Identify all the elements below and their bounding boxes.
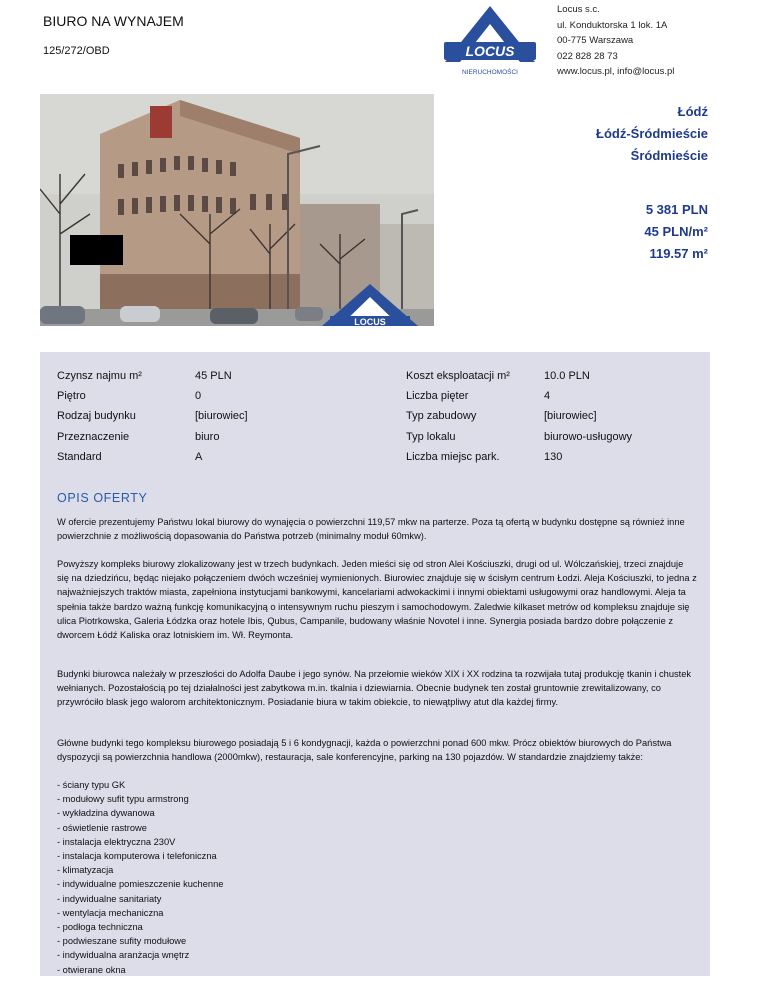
feature-item: - podłoga techniczna xyxy=(57,922,143,933)
feature-item: - otwierane okna xyxy=(57,964,126,975)
price-total: 5 381 PLN xyxy=(645,202,708,217)
area-m2: 119.57 m² xyxy=(649,246,708,261)
prop-value: 130 xyxy=(544,451,563,463)
agency-web-email: www.locus.pl, info@locus.pl xyxy=(557,66,675,77)
price-per-m2: 45 PLN/m² xyxy=(644,224,708,239)
prop-label: Przeznaczenie xyxy=(57,431,130,443)
logo-text: LOCUS xyxy=(465,43,515,59)
location-area: Śródmieście xyxy=(630,148,708,163)
description-paragraph: Budynki biurowca należały w przeszłości do Adolfa Daube i jego synów. Na przełomie wieków XIX i XX rodzina ta rozwijała tutaj produkcję tkanin i chustek wełnianych. Pozostałością po tej działalności jest zabytkowa m.in. tkalnia i dziewiarnia. Obecnie budynek ten został gruntownie zrewitalizowany, co przywróciło blask jego walorom architektonicznym. Posiadanie biura w takim obiekcie, to niewątpliwy atut dla każdej firmy. xyxy=(57,669,692,708)
prop-label: Standard xyxy=(57,451,102,463)
prop-value: 4 xyxy=(544,390,551,402)
features-list xyxy=(57,778,223,977)
listing-title: BIURO NA WYNAJEM xyxy=(43,13,184,29)
property-photo xyxy=(40,94,434,326)
agency-postal: 00-775 Warszawa xyxy=(557,35,634,46)
photo-watermark: LOCUS xyxy=(354,317,386,326)
prop-label: Liczba miejsc park. xyxy=(406,451,500,463)
feature-item: - klimatyzacja xyxy=(57,865,114,876)
agency-phone: 022 828 28 73 xyxy=(557,50,618,62)
feature-item: - wykładzina dywanowa xyxy=(57,808,155,819)
feature-item: - oświetlenie rastrowe xyxy=(57,822,147,833)
prop-label: Liczba pięter xyxy=(406,390,469,402)
prop-value: biurowo-usługowy xyxy=(544,431,633,443)
logo-subtext: NIERUCHOMOŚCI xyxy=(462,69,518,76)
locus-logo xyxy=(440,4,540,78)
prop-label: Koszt eksploatacji m² xyxy=(406,370,510,382)
feature-item: - indywidualna aranżacja wnętrz xyxy=(57,950,190,961)
feature-item: - instalacja elektryczna 230V xyxy=(57,836,176,847)
prop-label: Typ lokalu xyxy=(406,431,456,443)
prop-label: Rodzaj budynku xyxy=(57,410,136,422)
prop-value: biuro xyxy=(195,431,220,443)
prop-value: 45 PLN xyxy=(195,370,232,382)
agency-name: Locus s.c. xyxy=(557,4,600,15)
location-district: Łódź-Śródmieście xyxy=(596,126,708,141)
prop-value: [biurowiec] xyxy=(195,410,248,422)
description-title: OPIS OFERTY xyxy=(57,491,148,505)
feature-item: - modułowy sufit typu armstrong xyxy=(57,794,189,805)
prop-value: 10.0 PLN xyxy=(544,370,590,382)
prop-value: A xyxy=(195,451,203,463)
prop-label: Typ zabudowy xyxy=(406,410,477,422)
description-paragraph: W ofercie prezentujemy Państwu lokal biurowy do wynajęcia o powierzchni 119,57 mkw na parterze. Poza tą ofertą w budynku dostępne są również inne powierzchnie z możliwością dopasowania do Państwa potrzeb (minimalny moduł 60mkw). xyxy=(57,517,685,542)
feature-item: - podwieszane sufity modułowe xyxy=(57,936,187,947)
feature-item: - indywidualne sanitariaty xyxy=(57,893,162,904)
location-city: Łódź xyxy=(677,104,708,119)
prop-value: [biurowiec] xyxy=(544,410,597,422)
agency-contact xyxy=(557,2,674,80)
listing-reference: 125/272/OBD xyxy=(43,45,110,57)
feature-item: - wentylacja mechaniczna xyxy=(57,907,164,918)
feature-item: - ściany typu GK xyxy=(57,780,126,790)
feature-item: - instalacja komputerowa i telefoniczna xyxy=(57,851,217,862)
feature-item: - indywidualne pomieszczenie kuchenne xyxy=(57,879,224,890)
description-paragraph: Główne budynki tego kompleksu biurowego posiadają 5 i 6 kondygnacji, każda o powierzchni ponad 600 mkw. Prócz obiektów biurowych do Państwa dyspozycji są powierzchnia handlowa (2000mkw), restauracja, sale konferencyjne, parking na 130 pojazdów. W standardzie znajdziemy także: xyxy=(57,738,672,763)
prop-label: Piętro xyxy=(57,390,86,402)
agency-street: ul. Konduktorska 1 lok. 1A xyxy=(557,19,668,31)
description-paragraph: Powyższy kompleks biurowy zlokalizowany jest w trzech budynkach. Jeden mieści się od stron Alei Kościuszki, drugi od ul. Wólczańskiej, trzeci znajduje się na dziedzińcu, będąc niejako połączeniem dwóch wcześniej wymienionych. Biurowiec znajduje się w ścisłym centrum Łodzi. Aleja Kościuszki, to jedna z najważniejszych traktów miasta, zapełniona instytucjami bankowymi, kancelariami adwokackimi i innymi obiektami usługowymi oraz handlowymi. Aleja ta spełnia także bardzo ważną funkcję komunikacyjną o intensywnym ruchu pieszym i samochodowym. Zaledwie kilkaset metrów od kompleksu znajduje się ulica Piotrkowska, Galeria Łódzka oraz hotele Ibis, Qubus, Campanile, budowany właśnie Novotel i inne. Synergia posiada bardzo dobre połączenie z dworcem Łódź Kaliska oraz lotniskiem im. Wł. Reymonta. xyxy=(57,559,697,641)
prop-label: Czynsz najmu m² xyxy=(57,370,142,382)
building-photo xyxy=(40,94,434,326)
prop-value: 0 xyxy=(195,390,202,402)
